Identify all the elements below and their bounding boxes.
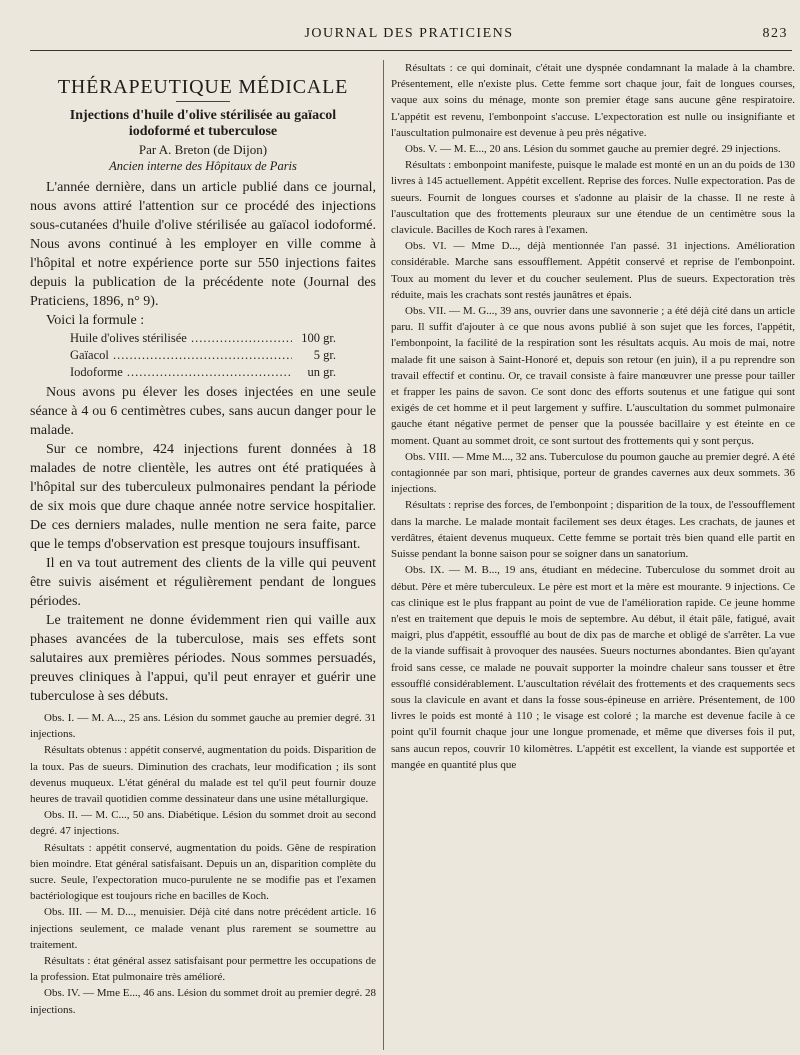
observation-paragraph: Résultats : reprise des forces, de l'embonpoint ; disparition de la toux, de l'essoufflement dans la marche. Le malade montait facilement ses deux étages. Les crachats, de jaunes et verdâtres, étaient devenus muqueux. Cette femme se portait très bien quand elle partit en Suisse pendant la bonne saison pour se soigner dans un sanatorium. (391, 499, 795, 561)
observation-paragraph: Résultats : ce qui dominait, c'était une dyspnée condamnant la malade à la chambre. Présentement, elle n'existe plus. Cette femme sort chaque jour, fait de longues courses, vaque aux soins du ménage, monte son premier étage sans aucune gêne respiratoire. L'appétit est revenu, l'embonpoint s'accuse. L'expectoration est nulle ou insignifiante et l'auscultation pulmonaire est devenue à peu près négative. (391, 62, 795, 139)
observations-right (391, 60, 795, 773)
observation-paragraph: Résultats obtenus : appétit conservé, augmentation du poids. Disparition de la toux. Pas de sueurs. Diminution des crachats, leur modification ; ils sont devenus muqueux. L'état général du malade est tel qu'il peut fournir douze heures de travail quotidien comme dessinateur dans une usine métallurgique. (30, 744, 376, 806)
intro-text (30, 178, 376, 330)
formula-row (30, 364, 376, 381)
right-column (391, 60, 795, 1051)
ingredient-name: Iodoforme ..... (70, 364, 292, 381)
observation-paragraph: Obs. V. — M. E..., 20 ans. Lésion du sommet gauche au premier degré. 29 injections. (405, 143, 781, 156)
formula-table (30, 330, 376, 381)
observation-paragraph: Obs. VII. — M. G..., 39 ans, ouvrier dans une savonnerie ; a été déjà cité dans un article paru. Il suffit d'ajouter à ce que nous avons publié à son sujet que les forces, l'appétit, l'embonpoint, la facilité de la respiration sont les résultats acquis. Au mois de mai, notre malade fit une saison à Saint-Honoré et, depuis son retour (en juin), il a pu reprendre son travail effectif et continu. Or, ce travail consiste à faire manœuvrer une presse pour tailler et frapper les pains de savon. Ce sont donc des efforts soutenus et une fatigue qui sont exigés de cet homme et il peut largement y suffire. L'auscultation du sommet pulmonaire gauche étant négative permet de penser que la poussée bacillaire y est éteinte en ce moment. Quant au sommet droit, ce sont surtout des frottements qui y sont perçus. (391, 305, 795, 447)
observation-paragraph: Résultats : état général assez satisfaisant pour permettre les occupations de la profession. Etat pulmonaire très amélioré. (30, 955, 376, 984)
observation-paragraph: Obs. VI. — Mme D..., déjà mentionnée l'an passé. 31 injections. Amélioration considérable. Marche sans essoufflement. Appétit conservé et reprise de l'embonpoint. Toux au moment du lever et du coucher seulement. Plus de sueurs. Expectoration très réduite, mais les crachats sont restés jaunâtres et épais. (391, 240, 795, 301)
body-paragraph: Il en va tout autrement des clients de la ville qui peuvent être suivis aisément et régulièrement pendant de longues périodes. (30, 556, 376, 609)
formula-row (30, 347, 376, 364)
observation-paragraph: Obs. IX. — M. B..., 19 ans, étudiant en médecine. Tuberculose du sommet droit au début. Père et mère tuberculeux. Le père est mort et la mère est mourante. 9 injections. Ce cas clinique est le plus frappant au point de vue de l'amélioration rapide. Ce jeune homme n'est en traitement que depuis le mois de septembre. Au début, il était pâle, fatigué, avait maigri, plus d'appétit, essoufflé au bout de dix pas de marche et obligé de s'arrêter. La vue de la viande suffisait à provoquer des nausées. Sueurs nocturnes abondantes. Bien qu'ayant froid sans cesse, ce malade ne pouvait supporter la moindre chaleur sans tousser et être essoufflé considérablement. L'auscultation révélait des frottements et des craquements secs sous la clavicule en avant et dans la fosse sous-épineuse en arrière. Présentement, de 100 livres le poids est monté à 110 ; le visage est coloré ; la marche est devenue facile à ce point qu'il fournit chaque jour une longue promenade, et même que diverses fois il put, sans aucun repos, couvrir 10 kilomètres. L'appétit est excellent, la viande est supportée et mangée en quantité plus que (391, 564, 795, 771)
observation-paragraph: Obs. IV. — Mme E..., 46 ans. Lésion du sommet droit au premier degré. 28 injections. (30, 987, 376, 1016)
article-title-line-1: Injections d'huile d'olive stérilisée au gaïacol (69, 108, 337, 123)
section-title: THÉRAPEUTIQUE MÉDICALE (57, 76, 349, 98)
title-rule (176, 101, 230, 102)
ingredient-quantity: 100 gr. (301, 331, 336, 345)
observation-paragraph: Obs. I. — M. A..., 25 ans. Lésion du sommet gauche au premier degré. 31 injections. (30, 712, 376, 741)
column-rule (383, 60, 384, 1050)
byline: Par A. Breton (de Dijon) (138, 142, 268, 157)
running-title: JOURNAL DES PRATICIENS (304, 26, 514, 41)
running-head (30, 26, 788, 46)
ingredient-quantity: un gr. (307, 365, 336, 379)
formula-row (30, 330, 376, 347)
observation-paragraph: Obs. II. — M. C..., 50 ans. Diabétique. Lésion du sommet droit au second degré. 47 injections. (30, 809, 376, 838)
body-paragraph: Sur ce nombre, 424 injections furent données à 18 malades de notre clientèle, les autres ont été pratiquées à l'hôpital sur des tuberculeux pulmonaires pendant la période de six mois que dure chaque année notre service hospitalier. De ces derniers malades, nulle mention ne sera faite, parce que le temps d'observation est presque toujours insuffisant. (30, 442, 376, 552)
intro-paragraph: L'année dernière, dans un article publié dans ce journal, nous avons attiré l'attention sur ce procédé des injections sous-cutanées d'huile d'olive stérilisée au gaïacol iodoformé. Nous avons continué à les employer en ville comme à l'hôpital et notre expérience porte sur 550 injections faites depuis la publication de la précédente note (Journal des Praticiens, 1896, n° 9). (30, 180, 376, 309)
observations-left (30, 710, 376, 1018)
observation-paragraph: Résultats : embonpoint manifeste, puisque le malade est monté en un an du poids de 130 livres à 145 actuellement. Appétit excellent. Reprise des forces. Nulle expectoration. Pas de sueurs. Fournit de longues courses et s'adonne au plaisir de la chasse. Il ne reste à l'auscultation que des frottements pleuraux sur une étendue de un centimètre sous la clavicule. Bacilles de Koch rares à l'examen. (391, 159, 795, 237)
body-paragraph: Le traitement ne donne évidemment rien qui vaille aux phases avancées de la tuberculose, mais ses effets sont salutaires aux premières périodes. Nous sommes persuadés, preuves cliniques à l'appui, qu'il peut enrayer et guérir une tuberculose à ses débuts. (30, 613, 376, 704)
ingredient-quantity: 5 gr. (313, 348, 336, 362)
ingredient-name: Gaïacol ..... (70, 347, 292, 364)
page-number: 823 (762, 26, 788, 41)
body-text (30, 383, 376, 706)
observation-paragraph: Obs. III. — M. D..., menuisier. Déjà cité dans notre précédent article. 16 injections seulement, ce malade venant plus rarement se soumettre au traitement. (30, 906, 376, 951)
affiliation: Ancien interne des Hôpitaux de Paris (109, 159, 297, 173)
observation-paragraph: Résultats : appétit conservé, augmentation du poids. Gêne de respiration bien moindre. Etat général satisfaisant. Depuis un an, disparition complète du sucre. Seule, l'expectoration muco-purulente ne se modifie pas et l'examen bactériologique est toujours riche en bacilles de Koch. (30, 841, 376, 903)
body-paragraph: Nous avons pu élever les doses injectées en une seule séance à 4 ou 6 centimètres cubes, sans aucun danger pour le malade. (30, 385, 376, 438)
observation-paragraph: Obs. VIII. — Mme M..., 32 ans. Tuberculose du poumon gauche au premier degré. A été contagionnée par son mari, phtisique, porteur de grandes cavernes aux deux sommets. 36 injections. (391, 450, 795, 496)
ingredient-name: Huile d'olives stérilisée ..... (70, 330, 292, 347)
header-rule (30, 50, 792, 51)
left-column (30, 60, 376, 1051)
formula-label: Voici la formule : (46, 313, 145, 328)
article-title-line-2: iodoformé et tuberculose (128, 124, 278, 139)
